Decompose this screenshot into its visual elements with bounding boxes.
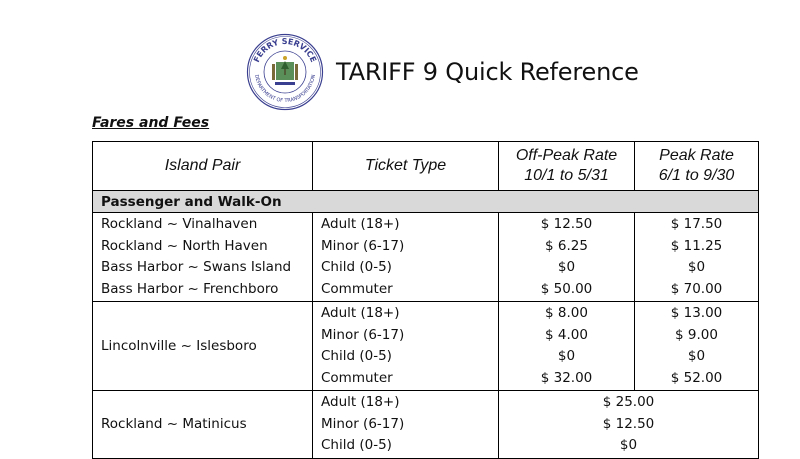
island-pairs-cell [93,213,313,302]
island-pair: Rockland ~ Vinalhaven [101,216,258,232]
combined-rate: $0 [619,437,638,453]
header-row [93,142,759,191]
combined-rate: $ 12.50 [602,415,655,432]
island-pair: Bass Harbor ~ Swans Island [101,259,292,275]
off-peak-rate: $ 8.00 [545,305,588,321]
col-off-peak [499,142,635,191]
peak-rate: $ 9.00 [675,326,718,343]
off-peak-rate: $ 50.00 [540,280,593,297]
combined-rate-cell [499,391,759,459]
off-peak-label: Off-Peak Rate [515,147,618,164]
peak-label: Peak Rate [659,147,734,164]
peak-rate: $0 [687,259,706,275]
peak-rate: $ 70.00 [670,280,723,297]
island-pair: Bass Harbor ~ Frenchboro [101,280,279,297]
ticket-type: Adult (18+) [321,216,400,232]
combined-rate: $ 25.00 [602,394,655,410]
peak-cell [635,213,759,302]
off-peak-rate: $0 [557,348,576,364]
page-title: TARIFF 9 Quick Reference [336,58,639,86]
ticket-type: Commuter [321,280,393,297]
group-label: Passenger and Walk-On [93,191,759,213]
ticket-type: Child (0-5) [321,348,392,364]
ticket-type: Minor (6-17) [321,237,405,254]
island-pair: Lincolnville ~ Islesboro [101,338,257,354]
ferry-service-seal [246,33,324,111]
fares-table [92,141,759,459]
off-peak-cell [499,302,635,391]
col-peak [635,142,759,191]
ticket-type: Commuter [321,369,393,386]
ticket-type: Adult (18+) [321,394,400,410]
island-pair: Rockland ~ North Haven [101,237,268,254]
ticket-type: Child (0-5) [321,437,392,453]
peak-rate: $ 52.00 [670,369,723,386]
peak-rate: $0 [687,348,706,364]
ticket-types-cell [313,302,499,391]
fare-block-2 [93,302,759,391]
peak-rate: $ 11.25 [670,237,723,254]
ticket-type: Minor (6-17) [321,415,405,432]
fare-block-1 [93,213,759,302]
island-pair: Rockland ~ Matinicus [101,416,247,433]
off-peak-dates: 10/1 to 5/31 [524,167,609,184]
off-peak-rate: $ 32.00 [540,369,593,386]
ticket-type: Minor (6-17) [321,326,405,343]
col-ticket-type: Ticket Type [313,142,499,191]
peak-dates: 6/1 to 9/30 [658,167,735,184]
group-row [93,191,759,213]
off-peak-rate: $ 12.50 [540,216,593,232]
off-peak-rate: $0 [557,259,576,275]
fare-block-3 [93,391,759,459]
ticket-types-cell [313,213,499,302]
ticket-type: Adult (18+) [321,305,400,321]
off-peak-rate: $ 4.00 [545,326,588,343]
col-island-pair: Island Pair [93,142,313,191]
off-peak-rate: $ 6.25 [545,237,588,254]
island-pair-cell [93,391,313,459]
peak-rate: $ 17.50 [670,216,723,232]
off-peak-cell [499,213,635,302]
peak-cell [635,302,759,391]
svg-text:FERRY SERVICE: FERRY SERVICE [252,36,318,64]
svg-text:DEPARTMENT OF TRANSPORTATION: DEPARTMENT OF TRANSPORTATION [253,74,317,105]
peak-rate: $ 13.00 [670,305,723,321]
ticket-types-cell [313,391,499,459]
island-pair-cell [93,302,313,391]
section-title: Fares and Fees [92,115,210,131]
ticket-type: Child (0-5) [321,259,392,275]
